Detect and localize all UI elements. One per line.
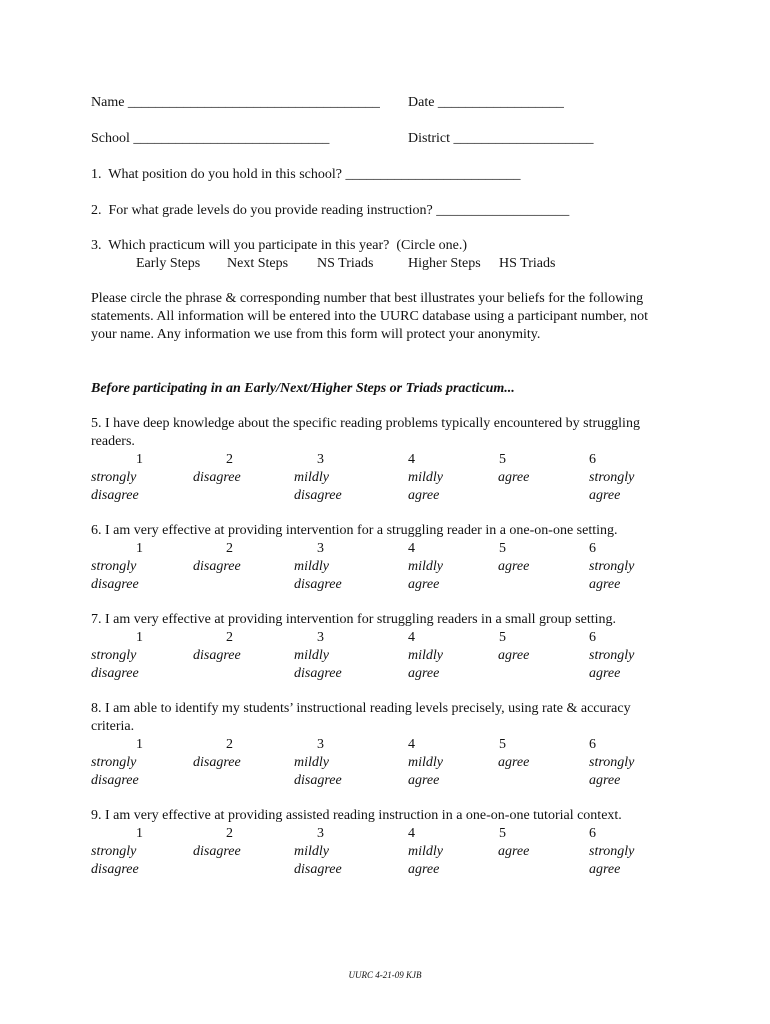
question-2[interactable]: 2. For what grade levels do you provide reading instruction? ___________________ [91, 203, 570, 218]
scale-number-1[interactable]: 1 [136, 737, 143, 752]
scale-label-3b[interactable]: disagree [294, 577, 342, 592]
item-5-text: 5. I have deep knowledge about the specific reading problems typically encountered by struggling readers. [91, 416, 640, 449]
scale-number-2[interactable]: 2 [226, 826, 233, 841]
scale-label-1b[interactable]: disagree [91, 488, 139, 503]
scale-label-1a[interactable]: strongly [91, 648, 137, 663]
scale-label-4a[interactable]: mildly [408, 559, 443, 574]
scale-label-4b[interactable]: agree [408, 577, 440, 592]
scale-number-1[interactable]: 1 [136, 826, 143, 841]
scale-number-6[interactable]: 6 [589, 452, 596, 467]
item-7-text: 7. I am very effective at providing intervention for struggling readers in a small group setting. [91, 612, 616, 627]
scale-label-5a[interactable]: agree [498, 844, 530, 859]
question-3: 3. Which practicum will you participate in this year? (Circle one.) [91, 238, 468, 253]
scale-label-4b[interactable]: agree [408, 488, 440, 503]
scale-label-6b[interactable]: agree [589, 773, 621, 788]
scale-number-5[interactable]: 5 [499, 452, 506, 467]
scale-label-2a[interactable]: disagree [193, 755, 241, 770]
scale-number-3[interactable]: 3 [317, 826, 324, 841]
item-8-scale [0, 736, 770, 790]
name-field[interactable]: Name ____________________________________ [91, 95, 380, 110]
document-footer: UURC 4-21-09 KJB [348, 970, 422, 980]
scale-number-2[interactable]: 2 [226, 737, 233, 752]
scale-label-4a[interactable]: mildly [408, 755, 443, 770]
scale-label-6a[interactable]: strongly [589, 844, 635, 859]
scale-number-3[interactable]: 3 [317, 541, 324, 556]
scale-label-6b[interactable]: agree [589, 862, 621, 877]
scale-label-5a[interactable]: agree [498, 470, 530, 485]
scale-label-1b[interactable]: disagree [91, 773, 139, 788]
item-6-text: 6. I am very effective at providing intervention for a struggling reader in a one-on-one setting. [91, 523, 618, 538]
item-9-scale [0, 825, 770, 879]
scale-label-6b[interactable]: agree [589, 488, 621, 503]
scale-label-1a[interactable]: strongly [91, 755, 137, 770]
scale-label-3a[interactable]: mildly [294, 755, 329, 770]
scale-number-3[interactable]: 3 [317, 737, 324, 752]
item-9-text: 9. I am very effective at providing assisted reading instruction in a one-on-one tutorial context. [91, 808, 622, 823]
scale-label-1b[interactable]: disagree [91, 862, 139, 877]
section-heading: Before participating in an Early/Next/Higher Steps or Triads practicum... [91, 381, 515, 396]
scale-label-3b[interactable]: disagree [294, 862, 342, 877]
scale-label-3b[interactable]: disagree [294, 488, 342, 503]
scale-label-2a[interactable]: disagree [193, 844, 241, 859]
scale-number-1[interactable]: 1 [136, 630, 143, 645]
option-hs-triads[interactable]: HS Triads [499, 256, 556, 271]
scale-label-3a[interactable]: mildly [294, 470, 329, 485]
scale-number-1[interactable]: 1 [136, 541, 143, 556]
scale-label-3b[interactable]: disagree [294, 666, 342, 681]
scale-number-5[interactable]: 5 [499, 541, 506, 556]
scale-number-2[interactable]: 2 [226, 630, 233, 645]
scale-number-4[interactable]: 4 [408, 541, 415, 556]
scale-label-3a[interactable]: mildly [294, 559, 329, 574]
item-7-scale [0, 629, 770, 683]
scale-number-4[interactable]: 4 [408, 826, 415, 841]
scale-label-1b[interactable]: disagree [91, 666, 139, 681]
option-ns-triads[interactable]: NS Triads [317, 256, 374, 271]
scale-label-5a[interactable]: agree [498, 559, 530, 574]
scale-label-6a[interactable]: strongly [589, 559, 635, 574]
scale-label-4a[interactable]: mildly [408, 844, 443, 859]
scale-label-4b[interactable]: agree [408, 773, 440, 788]
scale-number-6[interactable]: 6 [589, 541, 596, 556]
option-next-steps[interactable]: Next Steps [227, 256, 289, 271]
scale-number-3[interactable]: 3 [317, 452, 324, 467]
scale-label-4a[interactable]: mildly [408, 648, 443, 663]
scale-label-3a[interactable]: mildly [294, 648, 329, 663]
item-6-scale [0, 540, 770, 594]
scale-label-6b[interactable]: agree [589, 577, 621, 592]
option-higher-steps[interactable]: Higher Steps [408, 256, 481, 271]
school-field[interactable]: School ____________________________ [91, 131, 330, 146]
scale-label-6b[interactable]: agree [589, 666, 621, 681]
district-field[interactable]: District ____________________ [408, 131, 594, 146]
item-5-scale [0, 451, 770, 505]
scale-number-2[interactable]: 2 [226, 452, 233, 467]
scale-number-1[interactable]: 1 [136, 452, 143, 467]
item-8-text: 8. I am able to identify my students’ instructional reading levels precisely, using rate & accuracy criteria. [91, 701, 631, 734]
instructions-paragraph: Please circle the phrase & corresponding number that best illustrates your beliefs for the following statements. All information will be entered into the UURC database using a participant number, not your name. Any information we use from this form will protect your anonymity. [91, 291, 648, 342]
scale-label-4b[interactable]: agree [408, 862, 440, 877]
scale-label-2a[interactable]: disagree [193, 559, 241, 574]
scale-number-2[interactable]: 2 [226, 541, 233, 556]
scale-label-4a[interactable]: mildly [408, 470, 443, 485]
scale-number-4[interactable]: 4 [408, 737, 415, 752]
scale-number-5[interactable]: 5 [499, 826, 506, 841]
option-early-steps[interactable]: Early Steps [136, 256, 201, 271]
scale-label-1a[interactable]: strongly [91, 559, 137, 574]
scale-label-5a[interactable]: agree [498, 755, 530, 770]
question-1[interactable]: 1. What position do you hold in this school? _________________________ [91, 167, 521, 182]
scale-number-4[interactable]: 4 [408, 630, 415, 645]
date-field[interactable]: Date __________________ [408, 95, 564, 110]
scale-number-6[interactable]: 6 [589, 630, 596, 645]
scale-label-3a[interactable]: mildly [294, 844, 329, 859]
scale-label-1b[interactable]: disagree [91, 577, 139, 592]
scale-label-3b[interactable]: disagree [294, 773, 342, 788]
scale-number-4[interactable]: 4 [408, 452, 415, 467]
scale-number-6[interactable]: 6 [589, 826, 596, 841]
scale-label-5a[interactable]: agree [498, 648, 530, 663]
scale-label-6a[interactable]: strongly [589, 648, 635, 663]
scale-label-6a[interactable]: strongly [589, 755, 635, 770]
scale-label-2a[interactable]: disagree [193, 470, 241, 485]
scale-label-4b[interactable]: agree [408, 666, 440, 681]
scale-label-1a[interactable]: strongly [91, 470, 137, 485]
scale-label-1a[interactable]: strongly [91, 844, 137, 859]
scale-label-6a[interactable]: strongly [589, 470, 635, 485]
scale-number-6[interactable]: 6 [589, 737, 596, 752]
scale-number-3[interactable]: 3 [317, 630, 324, 645]
scale-number-5[interactable]: 5 [499, 737, 506, 752]
scale-label-2a[interactable]: disagree [193, 648, 241, 663]
scale-number-5[interactable]: 5 [499, 630, 506, 645]
